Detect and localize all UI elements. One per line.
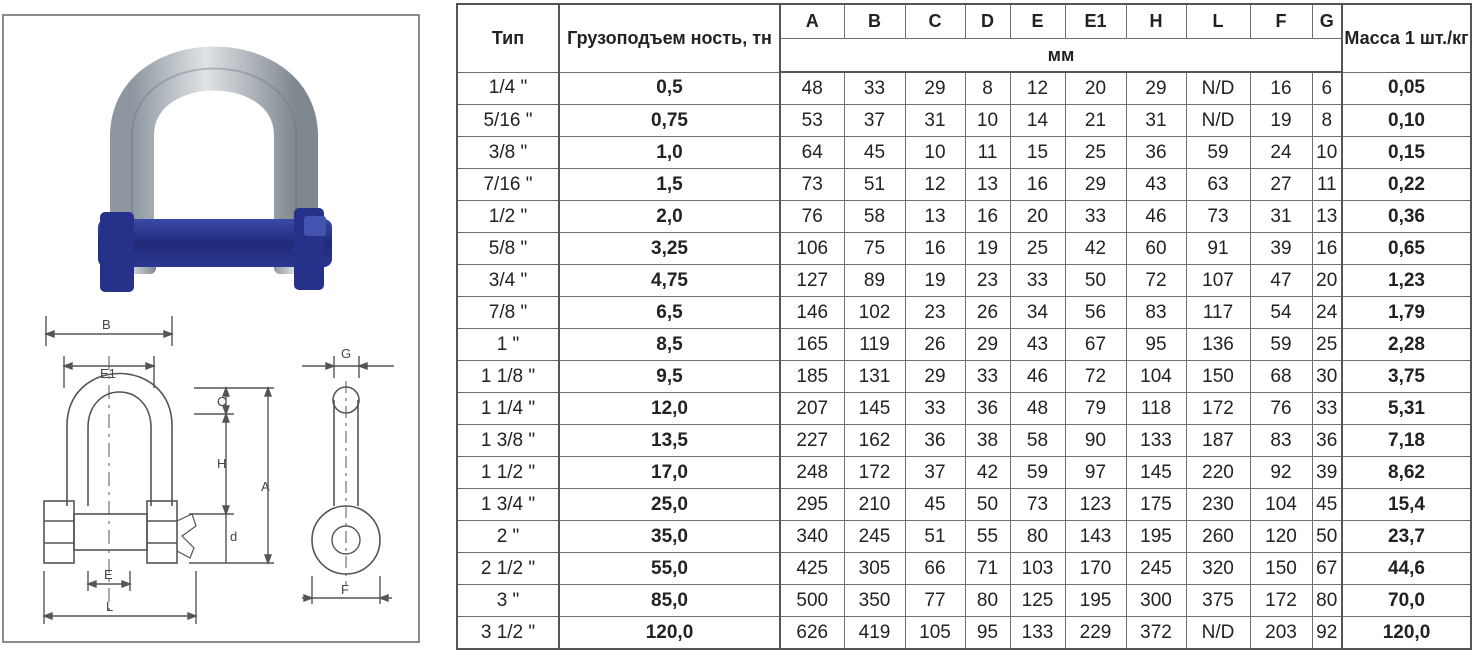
dim-e-cell: 15 — [1010, 137, 1065, 169]
table-row — [457, 361, 1471, 393]
dim-l-cell: 91 — [1186, 233, 1250, 265]
mass-cell: 5,31 — [1342, 393, 1471, 425]
capacity-cell: 85,0 — [559, 585, 780, 617]
dim-h-cell: 83 — [1126, 297, 1186, 329]
dim-b-cell: 37 — [844, 105, 905, 137]
capacity-cell: 1,0 — [559, 137, 780, 169]
dim-l-cell: 230 — [1186, 489, 1250, 521]
table-row — [457, 233, 1471, 265]
dim-e1-cell: 97 — [1065, 457, 1126, 489]
dim-e1-cell: 56 — [1065, 297, 1126, 329]
capacity-cell: 0,5 — [559, 72, 780, 105]
dim-e-cell: 16 — [1010, 169, 1065, 201]
dim-f-cell: 203 — [1250, 617, 1312, 650]
capacity-cell: 8,5 — [559, 329, 780, 361]
table-row — [457, 585, 1471, 617]
shackle-drawing-panel — [2, 14, 420, 643]
type-cell: 2 1/2 " — [457, 553, 559, 585]
mass-cell: 0,22 — [1342, 169, 1471, 201]
dim-e1-cell: 170 — [1065, 553, 1126, 585]
dim-d-cell: 80 — [965, 585, 1010, 617]
dim-a-cell: 48 — [780, 72, 844, 105]
dim-h-cell: 43 — [1126, 169, 1186, 201]
dim-a-cell: 185 — [780, 361, 844, 393]
dim-a-cell: 340 — [780, 521, 844, 553]
type-cell: 5/8 " — [457, 233, 559, 265]
dim-d-cell: 55 — [965, 521, 1010, 553]
table-row — [457, 265, 1471, 297]
dim-b-cell: 45 — [844, 137, 905, 169]
dim-e1-cell: 25 — [1065, 137, 1126, 169]
dim-label-g: G — [341, 346, 352, 361]
dim-b-cell: 119 — [844, 329, 905, 361]
dim-l-cell: 260 — [1186, 521, 1250, 553]
mass-cell: 2,28 — [1342, 329, 1471, 361]
dim-g-cell: 50 — [1312, 521, 1342, 553]
dim-h-cell: 245 — [1126, 553, 1186, 585]
table-row — [457, 297, 1471, 329]
dim-h-cell: 29 — [1126, 72, 1186, 105]
dim-h-cell: 46 — [1126, 201, 1186, 233]
dim-a-cell: 165 — [780, 329, 844, 361]
dim-c-cell: 29 — [905, 361, 965, 393]
dim-b-cell: 33 — [844, 72, 905, 105]
dim-g-cell: 20 — [1312, 265, 1342, 297]
capacity-cell: 9,5 — [559, 361, 780, 393]
dim-d-cell: 36 — [965, 393, 1010, 425]
dim-g-cell: 25 — [1312, 329, 1342, 361]
dim-h-cell: 118 — [1126, 393, 1186, 425]
type-cell: 1/4 " — [457, 72, 559, 105]
dim-b-cell: 210 — [844, 489, 905, 521]
dim-e1-cell: 33 — [1065, 201, 1126, 233]
type-cell: 1 1/8 " — [457, 361, 559, 393]
dim-d-cell: 38 — [965, 425, 1010, 457]
dim-c-cell: 12 — [905, 169, 965, 201]
dim-g-cell: 6 — [1312, 72, 1342, 105]
dim-f-cell: 104 — [1250, 489, 1312, 521]
type-cell: 5/16 " — [457, 105, 559, 137]
dim-b-cell: 419 — [844, 617, 905, 650]
type-cell: 3 1/2 " — [457, 617, 559, 650]
dim-c-cell: 13 — [905, 201, 965, 233]
dim-a-cell: 73 — [780, 169, 844, 201]
header-unit: мм — [780, 39, 1342, 73]
capacity-cell: 2,0 — [559, 201, 780, 233]
dim-c-cell: 36 — [905, 425, 965, 457]
dim-e-cell: 125 — [1010, 585, 1065, 617]
dim-a-cell: 207 — [780, 393, 844, 425]
dim-b-cell: 89 — [844, 265, 905, 297]
dim-c-cell: 66 — [905, 553, 965, 585]
dim-label-c: C — [217, 394, 227, 409]
dim-l-cell: 107 — [1186, 265, 1250, 297]
capacity-cell: 6,5 — [559, 297, 780, 329]
dim-b-cell: 145 — [844, 393, 905, 425]
dim-c-cell: 26 — [905, 329, 965, 361]
dim-e-cell: 20 — [1010, 201, 1065, 233]
mass-cell: 23,7 — [1342, 521, 1471, 553]
dim-b-cell: 350 — [844, 585, 905, 617]
dim-b-cell: 305 — [844, 553, 905, 585]
dim-e1-cell: 20 — [1065, 72, 1126, 105]
mass-cell: 1,79 — [1342, 297, 1471, 329]
dim-d-cell: 50 — [965, 489, 1010, 521]
dim-h-cell: 372 — [1126, 617, 1186, 650]
dim-g-cell: 11 — [1312, 169, 1342, 201]
table-row — [457, 617, 1471, 650]
mass-cell: 8,62 — [1342, 457, 1471, 489]
mass-cell: 70,0 — [1342, 585, 1471, 617]
dim-d-cell: 26 — [965, 297, 1010, 329]
capacity-cell: 3,25 — [559, 233, 780, 265]
dim-e-cell: 14 — [1010, 105, 1065, 137]
dim-h-cell: 60 — [1126, 233, 1186, 265]
dim-l-cell: 172 — [1186, 393, 1250, 425]
dim-d-cell: 23 — [965, 265, 1010, 297]
table-row — [457, 489, 1471, 521]
dim-f-cell: 39 — [1250, 233, 1312, 265]
header-dim-c: C — [905, 4, 965, 39]
dim-h-cell: 72 — [1126, 265, 1186, 297]
dim-e-cell: 58 — [1010, 425, 1065, 457]
type-cell: 3 " — [457, 585, 559, 617]
type-cell: 1 1/4 " — [457, 393, 559, 425]
dim-h-cell: 300 — [1126, 585, 1186, 617]
dim-d-cell: 33 — [965, 361, 1010, 393]
header-dim-b: B — [844, 4, 905, 39]
dim-h-cell: 31 — [1126, 105, 1186, 137]
table-row — [457, 105, 1471, 137]
type-cell: 2 " — [457, 521, 559, 553]
capacity-cell: 35,0 — [559, 521, 780, 553]
header-dim-e: E — [1010, 4, 1065, 39]
dim-a-cell: 64 — [780, 137, 844, 169]
table-row — [457, 457, 1471, 489]
dim-g-cell: 39 — [1312, 457, 1342, 489]
mass-cell: 0,15 — [1342, 137, 1471, 169]
header-dim-g: G — [1312, 4, 1342, 39]
capacity-cell: 25,0 — [559, 489, 780, 521]
dim-e-cell: 103 — [1010, 553, 1065, 585]
dim-g-cell: 80 — [1312, 585, 1342, 617]
dim-h-cell: 36 — [1126, 137, 1186, 169]
shackle-illustration — [4, 16, 418, 641]
front-view-drawing — [44, 316, 274, 624]
dim-b-cell: 51 — [844, 169, 905, 201]
dim-l-cell: 73 — [1186, 201, 1250, 233]
table-row — [457, 201, 1471, 233]
dim-l-cell: 150 — [1186, 361, 1250, 393]
dim-c-cell: 37 — [905, 457, 965, 489]
dim-d-cell: 13 — [965, 169, 1010, 201]
table-body — [457, 72, 1471, 649]
dim-label-e: E — [104, 567, 113, 582]
dim-c-cell: 29 — [905, 72, 965, 105]
dim-d-cell: 95 — [965, 617, 1010, 650]
capacity-cell: 17,0 — [559, 457, 780, 489]
dim-f-cell: 16 — [1250, 72, 1312, 105]
dim-a-cell: 127 — [780, 265, 844, 297]
dim-f-cell: 68 — [1250, 361, 1312, 393]
dim-e-cell: 46 — [1010, 361, 1065, 393]
dim-e-cell: 12 — [1010, 72, 1065, 105]
dim-a-cell: 227 — [780, 425, 844, 457]
mass-cell: 7,18 — [1342, 425, 1471, 457]
dim-f-cell: 92 — [1250, 457, 1312, 489]
dim-e1-cell: 21 — [1065, 105, 1126, 137]
header-dim-h: H — [1126, 4, 1186, 39]
dim-e1-cell: 72 — [1065, 361, 1126, 393]
dim-a-cell: 146 — [780, 297, 844, 329]
header-capacity: Грузоподъем ность, тн — [559, 4, 780, 72]
dim-label-l: L — [106, 599, 114, 614]
dim-g-cell: 30 — [1312, 361, 1342, 393]
dim-a-cell: 500 — [780, 585, 844, 617]
dim-e-cell: 34 — [1010, 297, 1065, 329]
dim-a-cell: 76 — [780, 201, 844, 233]
dim-f-cell: 27 — [1250, 169, 1312, 201]
dim-f-cell: 31 — [1250, 201, 1312, 233]
dim-a-cell: 53 — [780, 105, 844, 137]
dim-c-cell: 23 — [905, 297, 965, 329]
header-dim-d: D — [965, 4, 1010, 39]
dim-e1-cell: 229 — [1065, 617, 1126, 650]
type-cell: 1 3/4 " — [457, 489, 559, 521]
header-dim-a: A — [780, 4, 844, 39]
dim-g-cell: 36 — [1312, 425, 1342, 457]
dim-f-cell: 54 — [1250, 297, 1312, 329]
header-dim-l: L — [1186, 4, 1250, 39]
type-cell: 1 1/2 " — [457, 457, 559, 489]
dim-b-cell: 162 — [844, 425, 905, 457]
dim-e1-cell: 90 — [1065, 425, 1126, 457]
dim-label-f: F — [341, 582, 349, 597]
dim-l-cell: N/D — [1186, 72, 1250, 105]
dim-f-cell: 150 — [1250, 553, 1312, 585]
dim-g-cell: 45 — [1312, 489, 1342, 521]
table-row — [457, 72, 1471, 105]
dim-c-cell: 16 — [905, 233, 965, 265]
table-row — [457, 393, 1471, 425]
dim-f-cell: 83 — [1250, 425, 1312, 457]
dim-label-d: d — [230, 529, 238, 544]
dim-e1-cell: 42 — [1065, 233, 1126, 265]
dim-g-cell: 67 — [1312, 553, 1342, 585]
dim-d-cell: 42 — [965, 457, 1010, 489]
dim-l-cell: 117 — [1186, 297, 1250, 329]
dim-f-cell: 172 — [1250, 585, 1312, 617]
side-view-drawing — [302, 356, 394, 604]
dim-d-cell: 11 — [965, 137, 1010, 169]
dim-e-cell: 33 — [1010, 265, 1065, 297]
table-row — [457, 137, 1471, 169]
dim-g-cell: 13 — [1312, 201, 1342, 233]
dim-f-cell: 24 — [1250, 137, 1312, 169]
dim-e1-cell: 195 — [1065, 585, 1126, 617]
capacity-cell: 55,0 — [559, 553, 780, 585]
dim-f-cell: 120 — [1250, 521, 1312, 553]
type-cell: 7/8 " — [457, 297, 559, 329]
shackle-photo — [98, 69, 332, 293]
capacity-cell: 1,5 — [559, 169, 780, 201]
dim-h-cell: 175 — [1126, 489, 1186, 521]
dim-e-cell: 43 — [1010, 329, 1065, 361]
dim-g-cell: 16 — [1312, 233, 1342, 265]
dim-f-cell: 19 — [1250, 105, 1312, 137]
dim-c-cell: 51 — [905, 521, 965, 553]
mass-cell: 0,05 — [1342, 72, 1471, 105]
dim-label-e1: E1 — [100, 366, 116, 381]
capacity-cell: 0,75 — [559, 105, 780, 137]
dim-e-cell: 48 — [1010, 393, 1065, 425]
capacity-cell: 12,0 — [559, 393, 780, 425]
dim-a-cell: 295 — [780, 489, 844, 521]
dimension-labels — [100, 317, 351, 614]
dim-l-cell: 187 — [1186, 425, 1250, 457]
dim-f-cell: 47 — [1250, 265, 1312, 297]
dim-label-a: A — [261, 479, 270, 494]
dim-a-cell: 626 — [780, 617, 844, 650]
dim-l-cell: N/D — [1186, 617, 1250, 650]
shackle-spec-table — [456, 3, 1472, 650]
dim-e1-cell: 79 — [1065, 393, 1126, 425]
mass-cell: 44,6 — [1342, 553, 1471, 585]
type-cell: 1 " — [457, 329, 559, 361]
dim-e-cell: 25 — [1010, 233, 1065, 265]
dim-h-cell: 95 — [1126, 329, 1186, 361]
dim-c-cell: 19 — [905, 265, 965, 297]
dim-g-cell: 33 — [1312, 393, 1342, 425]
dim-d-cell: 8 — [965, 72, 1010, 105]
dim-g-cell: 10 — [1312, 137, 1342, 169]
dim-e1-cell: 123 — [1065, 489, 1126, 521]
dim-e1-cell: 29 — [1065, 169, 1126, 201]
dim-e1-cell: 67 — [1065, 329, 1126, 361]
dim-b-cell: 102 — [844, 297, 905, 329]
dim-d-cell: 71 — [965, 553, 1010, 585]
mass-cell: 3,75 — [1342, 361, 1471, 393]
dim-b-cell: 75 — [844, 233, 905, 265]
table-row — [457, 329, 1471, 361]
dim-c-cell: 33 — [905, 393, 965, 425]
dim-d-cell: 19 — [965, 233, 1010, 265]
dim-e1-cell: 50 — [1065, 265, 1126, 297]
dim-d-cell: 10 — [965, 105, 1010, 137]
dim-l-cell: 220 — [1186, 457, 1250, 489]
mass-cell: 0,36 — [1342, 201, 1471, 233]
mass-cell: 1,23 — [1342, 265, 1471, 297]
dim-g-cell: 24 — [1312, 297, 1342, 329]
header-mass: Масса 1 шт./кг — [1342, 4, 1471, 72]
dim-c-cell: 77 — [905, 585, 965, 617]
header-type: Тип — [457, 4, 559, 72]
capacity-cell: 120,0 — [559, 617, 780, 650]
dim-l-cell: 375 — [1186, 585, 1250, 617]
table-row — [457, 169, 1471, 201]
dim-e-cell: 80 — [1010, 521, 1065, 553]
dim-b-cell: 172 — [844, 457, 905, 489]
mass-cell: 120,0 — [1342, 617, 1471, 650]
header-dim-e1: E1 — [1065, 4, 1126, 39]
dim-label-b: B — [102, 317, 111, 332]
dim-h-cell: 133 — [1126, 425, 1186, 457]
dim-e1-cell: 143 — [1065, 521, 1126, 553]
dim-g-cell: 92 — [1312, 617, 1342, 650]
dim-e-cell: 133 — [1010, 617, 1065, 650]
dim-h-cell: 195 — [1126, 521, 1186, 553]
dim-c-cell: 45 — [905, 489, 965, 521]
dim-b-cell: 58 — [844, 201, 905, 233]
dim-c-cell: 31 — [905, 105, 965, 137]
dim-b-cell: 131 — [844, 361, 905, 393]
capacity-cell: 13,5 — [559, 425, 780, 457]
dim-l-cell: 136 — [1186, 329, 1250, 361]
type-cell: 3/8 " — [457, 137, 559, 169]
mass-cell: 0,65 — [1342, 233, 1471, 265]
type-cell: 1 3/8 " — [457, 425, 559, 457]
table-row — [457, 425, 1471, 457]
dim-f-cell: 59 — [1250, 329, 1312, 361]
dim-l-cell: 63 — [1186, 169, 1250, 201]
type-cell: 3/4 " — [457, 265, 559, 297]
dim-l-cell: 320 — [1186, 553, 1250, 585]
dim-h-cell: 104 — [1126, 361, 1186, 393]
mass-cell: 15,4 — [1342, 489, 1471, 521]
dim-c-cell: 10 — [905, 137, 965, 169]
capacity-cell: 4,75 — [559, 265, 780, 297]
mass-cell: 0,10 — [1342, 105, 1471, 137]
table-row — [457, 521, 1471, 553]
dim-label-h: H — [217, 456, 227, 471]
dim-l-cell: 59 — [1186, 137, 1250, 169]
dim-a-cell: 106 — [780, 233, 844, 265]
dim-e-cell: 73 — [1010, 489, 1065, 521]
type-cell: 1/2 " — [457, 201, 559, 233]
header-dim-f: F — [1250, 4, 1312, 39]
dim-d-cell: 16 — [965, 201, 1010, 233]
dim-g-cell: 8 — [1312, 105, 1342, 137]
type-cell: 7/16 " — [457, 169, 559, 201]
table-row — [457, 553, 1471, 585]
dim-e-cell: 59 — [1010, 457, 1065, 489]
dim-a-cell: 425 — [780, 553, 844, 585]
dim-f-cell: 76 — [1250, 393, 1312, 425]
dim-a-cell: 248 — [780, 457, 844, 489]
dim-b-cell: 245 — [844, 521, 905, 553]
dim-d-cell: 29 — [965, 329, 1010, 361]
dim-l-cell: N/D — [1186, 105, 1250, 137]
dim-c-cell: 105 — [905, 617, 965, 650]
dim-h-cell: 145 — [1126, 457, 1186, 489]
